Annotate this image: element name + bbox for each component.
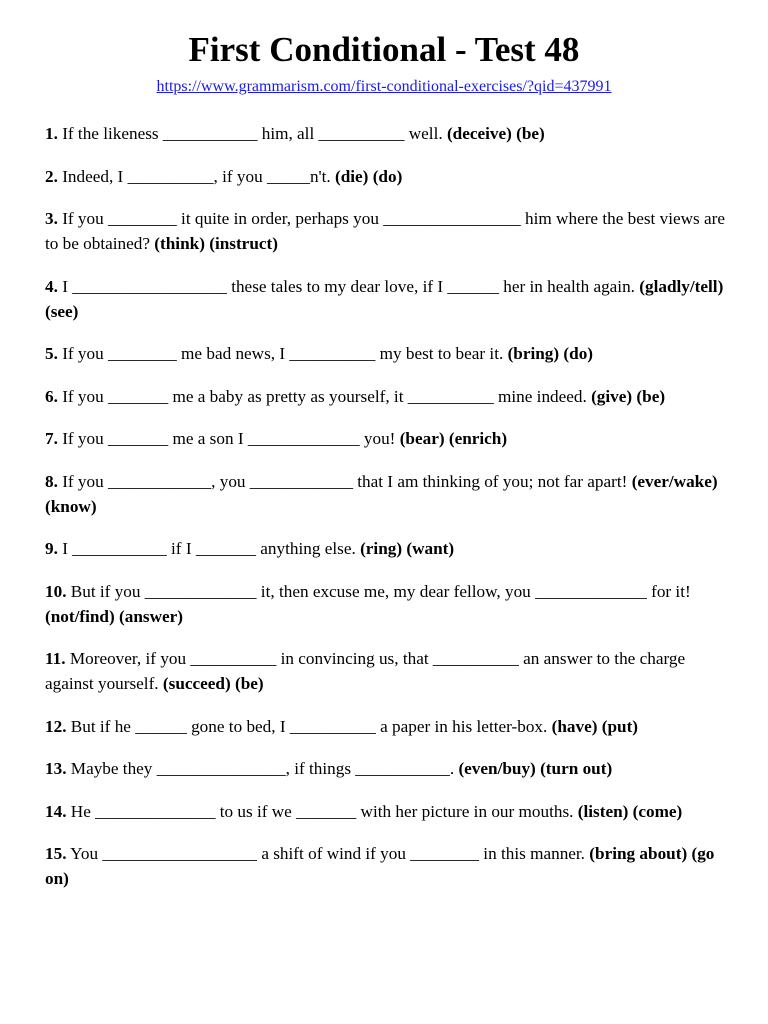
question-item — [45, 274, 735, 324]
question-hints: (give) (be) — [591, 386, 666, 406]
question-text: He ______________ to us if we _______ with her picture in our mouths. — [70, 801, 574, 821]
source-url-line — [0, 76, 768, 98]
question-hints: (ever/wake) (know) — [45, 471, 718, 516]
question-number: 1. — [45, 124, 58, 143]
question-item — [45, 714, 735, 739]
question-item — [45, 469, 735, 519]
question-number: 13. — [45, 759, 67, 778]
question-hints: (gladly/tell) (see) — [45, 276, 724, 321]
question-text: Maybe they _______________, if things ___________. — [70, 759, 455, 778]
question-number: 3. — [45, 209, 58, 228]
question-number: 4. — [45, 276, 58, 296]
question-number: 5. — [45, 344, 58, 363]
question-hints: (bear) (enrich) — [399, 429, 508, 448]
question-item — [45, 384, 735, 409]
question-text: Indeed, I __________, if you _____n't. — [62, 166, 331, 186]
question-text: I __________________ these tales to my dear love, if I ______ her in health again. — [62, 276, 635, 296]
question-number: 12. — [45, 716, 67, 736]
question-text: If you _______ me a baby as pretty as yourself, it __________ mine indeed. — [62, 386, 587, 406]
question-hints: (think) (instruct) — [154, 234, 278, 253]
question-text: But if he ______ gone to bed, I __________ a paper in his letter-box. — [70, 716, 548, 736]
question-number: 15. — [45, 844, 67, 863]
question-number: 10. — [45, 581, 67, 601]
question-hints: (even/buy) (turn out) — [458, 759, 613, 778]
question-list — [45, 121, 735, 891]
question-text: If you ________ it quite in order, perhaps you ________________ him where the best views are to be obtained? — [45, 209, 725, 253]
page-title: First Conditional - Test 48 — [188, 30, 580, 69]
question-hints: (bring) (do) — [507, 344, 594, 363]
question-hints: (deceive) (be) — [446, 124, 545, 143]
question-number: 7. — [45, 429, 58, 448]
question-hints: (listen) (come) — [577, 801, 683, 821]
question-item — [45, 799, 735, 824]
question-item — [45, 579, 735, 629]
question-item — [45, 646, 735, 696]
question-number: 9. — [45, 539, 58, 558]
question-item — [45, 164, 735, 189]
question-text: You __________________ a shift of wind if you ________ in this manner. — [70, 844, 585, 863]
question-item — [45, 341, 735, 366]
question-text: Moreover, if you __________ in convincing us, that __________ an answer to the charge against yourself. — [45, 649, 686, 693]
question-text: If you ________ me bad news, I __________ my best to bear it. — [62, 344, 504, 363]
question-item — [45, 121, 735, 146]
question-hints: (not/find) (answer) — [45, 606, 183, 626]
question-hints: (succeed) (be) — [162, 674, 264, 693]
question-item — [45, 756, 735, 781]
question-number: 2. — [45, 166, 58, 186]
question-item — [45, 536, 735, 561]
question-hints: (die) (do) — [335, 166, 403, 186]
question-number: 14. — [45, 801, 67, 821]
question-text: If the likeness ___________ him, all __________ well. — [62, 124, 443, 143]
question-number: 8. — [45, 471, 58, 491]
question-hints: (ring) (want) — [360, 539, 455, 558]
question-text: But if you _____________ it, then excuse me, my dear fellow, you _____________ for it! — [70, 581, 691, 601]
question-text: If you _______ me a son I _____________ you! — [62, 429, 396, 448]
question-item — [45, 426, 735, 451]
question-number: 11. — [45, 649, 66, 668]
question-item — [45, 206, 735, 256]
question-text: I ___________ if I _______ anything else. — [62, 539, 356, 558]
question-hints: (have) (put) — [551, 716, 639, 736]
question-text: If you ____________, you ____________ that I am thinking of you; not far apart! — [62, 471, 628, 491]
question-number: 6. — [45, 386, 58, 406]
question-item — [45, 841, 735, 891]
source-url-link[interactable]: https://www.grammarism.com/first-conditional-exercises/?qid=437991 — [156, 78, 612, 95]
question-hints: (bring about) (go on) — [45, 844, 715, 888]
